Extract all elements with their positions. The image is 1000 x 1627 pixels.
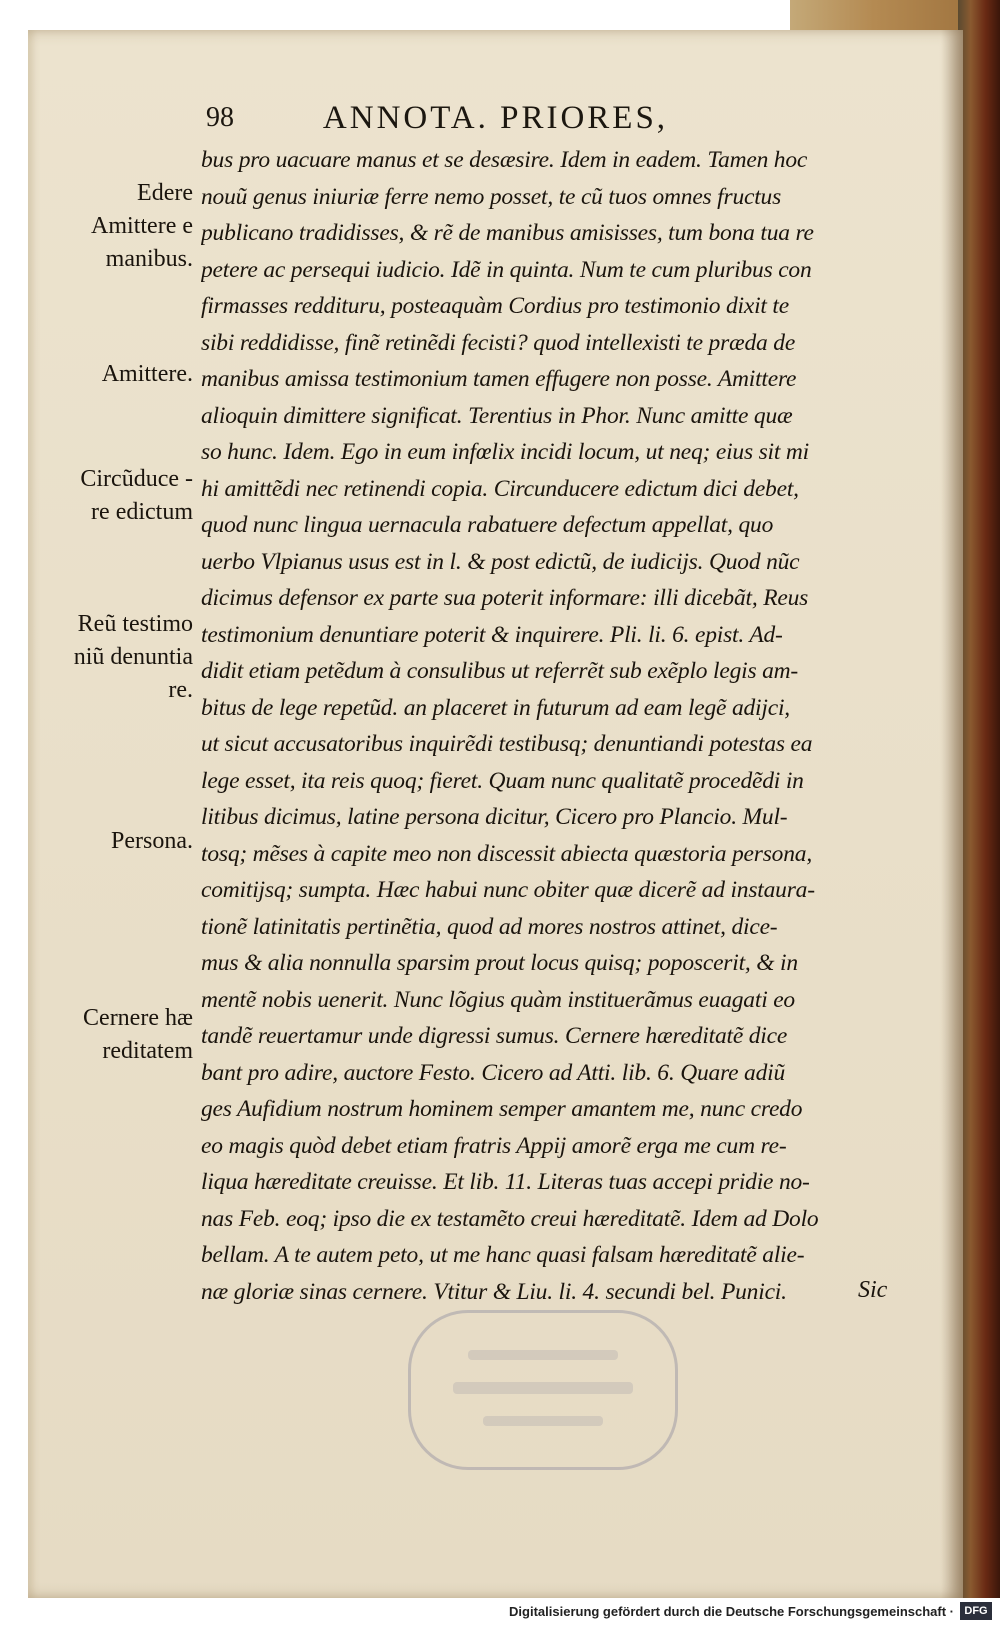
- page-number: 98: [206, 102, 234, 133]
- library-stamp: [408, 1310, 678, 1470]
- text-line: bus pro uacuare manus et se desæsire. Idem in eadem. Tamen hoc: [201, 147, 808, 173]
- text-line: bellam. A te autem peto, ut me hanc quasi falsam hæreditatẽ alie-: [201, 1242, 805, 1268]
- book-binding-edge: [958, 0, 1000, 1598]
- text-line: tandẽ reuertamur unde digressi sumus. Cernere hæreditatẽ dice: [201, 1023, 788, 1049]
- text-line: liqua hæreditate creuisse. Et lib. 11. Literas tuas accepi pridie no-: [201, 1169, 810, 1195]
- margin-note-line: Reũ testimo: [77, 611, 193, 637]
- margin-note-line: niũ denuntia: [73, 644, 193, 670]
- text-line: alioquin dimittere significat. Terentius in Phor. Nunc amitte quæ: [201, 402, 793, 429]
- text-line: petere ac persequi iudicio. Idẽ in quinta. Num te cum pluribus con: [201, 256, 812, 283]
- margin-note-line: Edere: [137, 180, 193, 206]
- margin-note-edere-amittere: [43, 177, 193, 276]
- margin-note-line: manibus.: [105, 246, 193, 272]
- text-line: didit etiam petẽdum à consulibus ut referrẽt sub exẽplo legis am-: [201, 658, 799, 684]
- text-line: nouũ genus iniuriæ ferre nemo posset, te cũ tuos omnes fructus: [201, 183, 782, 210]
- text-line: bant pro adire, auctore Festo. Cicero ad Atti. lib. 6. Quare adiũ: [201, 1059, 786, 1086]
- text-line: tosq; mẽses à capite meo non discessit abiecta quæstoria persona,: [201, 840, 812, 867]
- margin-note-line: reditatem: [102, 1038, 193, 1064]
- margin-note-line: Amittere e: [91, 213, 193, 239]
- text-line: so hunc. Idem. Ego in eum infœlix incidi locum, ut neq; eius sit mi: [201, 439, 809, 465]
- text-line: næ gloriæ sinas cernere. Vtitur & Liu. li. 4. secundi bel. Punici.: [201, 1278, 787, 1305]
- text-line: hi amittẽdi nec retinendi copia. Circunducere edictum dici debet,: [201, 475, 799, 502]
- text-line: bitus de lege repetũd. an placeret in futurum ad eam legẽ adijci,: [201, 694, 790, 721]
- text-line: litibus dicimus, latine persona dicitur, Cicero pro Plancio. Mul-: [201, 804, 788, 830]
- running-head: ANNOTA. PRIORES,: [322, 100, 669, 136]
- text-line: testimonium denuntiare poterit & inquirere. Pli. li. 6. epist. Ad-: [201, 621, 783, 648]
- text-line: firmasses reddituru, posteaquàm Cordius pro testimonio dixit te: [201, 293, 789, 319]
- text-line: lege esset, ita reis quoq; fieret. Quam nunc qualitatẽ procedẽdi in: [201, 767, 804, 794]
- book-page: [28, 30, 963, 1598]
- margin-note-line: re.: [168, 677, 193, 703]
- margin-note-persona: [43, 825, 193, 858]
- text-line: comitijsq; sumpta. Hæc habui nunc obiter quæ dicerẽ ad instaura-: [201, 877, 815, 903]
- text-line: mus & alia nonnulla sparsim prout locus quisq; poposcerit, & in: [201, 950, 798, 976]
- text-line: sibi reddidisse, finẽ retinẽdi fecisti? quod intellexisti te præda de: [201, 329, 796, 356]
- text-line: publicano tradidisses, & rẽ de manibus amisisses, tum bona tua re: [201, 220, 814, 246]
- text-line: eo magis quòd debet etiam fratris Appij amorẽ erga me cum re-: [201, 1132, 787, 1159]
- margin-note-line: re edictum: [91, 499, 193, 525]
- margin-note-line: Circũduce -: [80, 466, 193, 492]
- stamp-mark-icon: [428, 1330, 658, 1450]
- text-line: quod nunc lingua uernacula rabatuere defectum appellat, quo: [201, 512, 774, 538]
- margin-note-circunducere: [43, 463, 193, 529]
- text-line: mentẽ nobis uenerit. Nunc lõgius quàm instituerãmus euagati eo: [201, 986, 795, 1013]
- text-line: manibus amissa testimonium tamen effugere non posse. Amittere: [201, 366, 797, 392]
- text-line: dicimus defensor ex parte sua poterit informare: illi dicebãt, Reus: [201, 585, 809, 611]
- text-line: ges Aufidium nostrum hominem semper amantem me, nunc credo: [201, 1096, 803, 1122]
- catchword: Sic: [858, 1277, 888, 1303]
- text-line: ut sicut accusatoribus inquirẽdi testibusq; denuntiandi potestas ea: [201, 731, 813, 757]
- gutter-shadow: [941, 30, 963, 1598]
- margin-note-reum-testimonium: [43, 608, 193, 707]
- margin-note-line: Cernere hæ: [83, 1005, 193, 1031]
- margin-note-line: Amittere.: [101, 361, 193, 387]
- funding-credit: Digitalisierung gefördert durch die Deutsche Forschungsgemeinschaft ·: [509, 1604, 954, 1619]
- margin-note-cernere: [43, 1002, 193, 1068]
- text-line: nas Feb. eoq; ipso die ex testamẽto creui hæreditatẽ. Idem ad Dolo: [201, 1205, 819, 1232]
- margin-note-amittere: [43, 358, 193, 391]
- body-text: [201, 142, 921, 1310]
- text-line: uerbo Vlpianus usus est in l. & post edictũ, de iudicijs. Quod nũc: [201, 548, 800, 575]
- margin-note-line: Persona.: [111, 828, 193, 854]
- text-line: tionẽ latinitatis pertinẽtia, quod ad mores nostros attinet, dice-: [201, 913, 778, 940]
- dfg-logo-icon: DFG: [960, 1602, 992, 1620]
